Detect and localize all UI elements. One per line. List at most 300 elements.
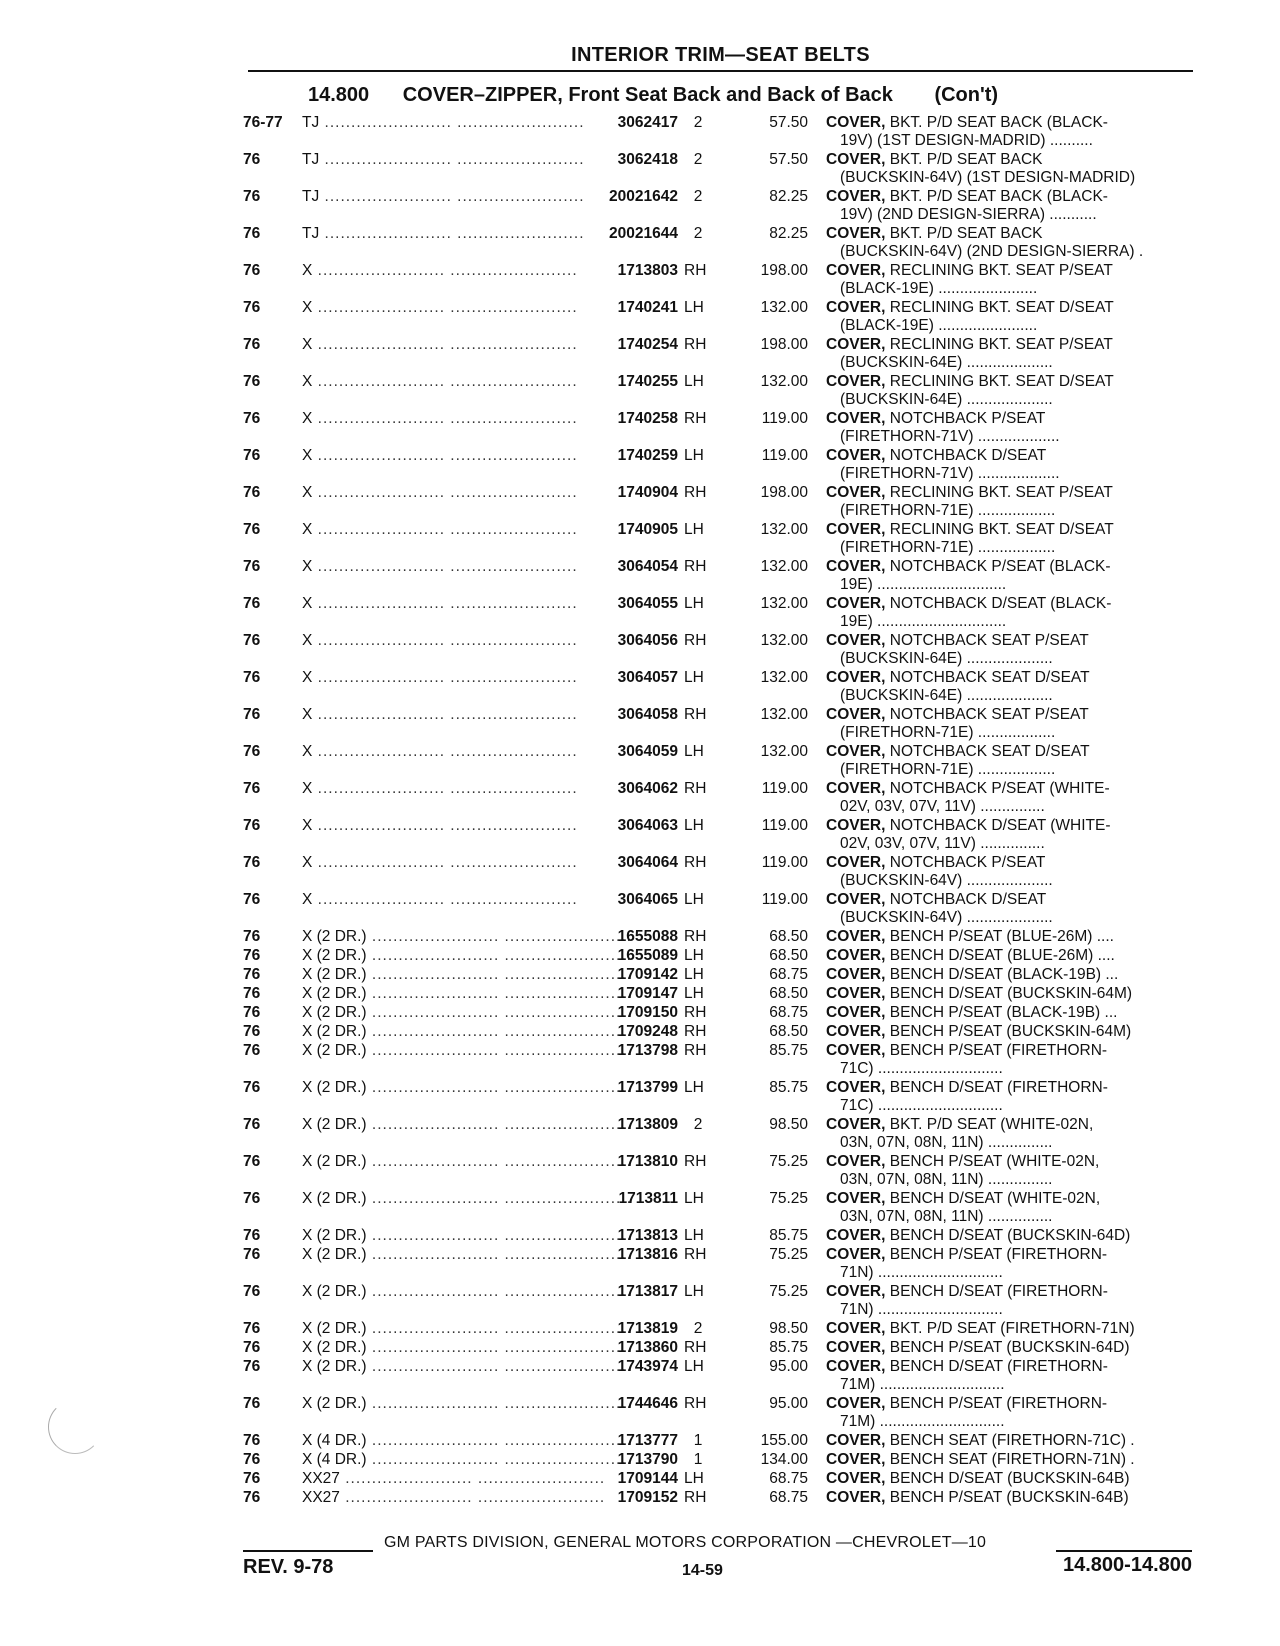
description [826, 299, 1198, 335]
description-text: NOTCHBACK SEAT D/SEAT [889, 669, 1090, 686]
quantity: LH [684, 447, 704, 464]
model-code-text: X (2 DR.) [302, 1116, 367, 1133]
part-number: 1744646 [617, 1395, 678, 1412]
price: 68.75 [769, 966, 808, 983]
model-code-text: X [302, 632, 313, 649]
model-code-text: XX27 [302, 1470, 340, 1487]
model-code [302, 985, 632, 1003]
part-number: 1740241 [617, 299, 678, 316]
description-continuation: 71C) ............................. [840, 1097, 1003, 1114]
part-number: 1740904 [617, 484, 678, 501]
description-text: BENCH D/SEAT (WHITE-02N, [889, 1190, 1101, 1207]
description-text: BENCH D/SEAT (FIRETHORN- [889, 1079, 1108, 1096]
part-number: 1713803 [617, 262, 678, 279]
description-text: BKT. P/D SEAT BACK [889, 225, 1043, 242]
description-continuation: 71N) ............................. [840, 1301, 1003, 1318]
table-row [0, 743, 1280, 780]
model-year: 76 [243, 1042, 261, 1059]
description-keyword: COVER, [826, 1320, 886, 1337]
description [826, 1320, 1198, 1338]
description-keyword: COVER, [826, 743, 886, 760]
quantity: 1 [693, 1451, 703, 1468]
model-code-text: X [302, 410, 313, 427]
quantity: LH [684, 891, 704, 908]
description-keyword: COVER, [826, 521, 886, 538]
price: 119.00 [761, 780, 808, 797]
model-code-text: X (2 DR.) [302, 947, 367, 964]
description [826, 484, 1198, 520]
description-text: BENCH P/SEAT (BUCKSKIN-64B) [889, 1489, 1129, 1506]
price: 57.50 [769, 114, 808, 131]
table-row [0, 521, 1280, 558]
quantity: RH [684, 1395, 707, 1412]
part-number: 1740259 [617, 447, 678, 464]
model-year: 76 [243, 1153, 261, 1170]
description-continuation: (BUCKSKIN-64E) .................... [840, 650, 1053, 667]
model-code-text: X [302, 447, 313, 464]
quantity: RH [684, 1246, 707, 1263]
table-row [0, 1470, 1280, 1489]
description-text: NOTCHBACK P/SEAT [889, 410, 1046, 427]
price: 95.00 [769, 1395, 808, 1412]
description-text: BKT. P/D SEAT BACK (BLACK- [889, 114, 1108, 131]
description [826, 225, 1198, 261]
price: 132.00 [760, 706, 808, 723]
model-year: 76 [243, 1023, 261, 1040]
description-continuation: 19E) .............................. [840, 613, 1007, 630]
table-row [0, 669, 1280, 706]
description-text: BENCH D/SEAT (BUCKSKIN-64D) [889, 1227, 1131, 1244]
description-continuation: (BUCKSKIN-64V) (2ND DESIGN-SIERRA) . [840, 243, 1144, 260]
leader-dots: ........................ ........................ [366, 1227, 632, 1244]
table-row [0, 299, 1280, 336]
model-code [302, 1432, 632, 1450]
model-code [302, 225, 585, 243]
description-keyword: COVER, [826, 484, 886, 501]
description [826, 1190, 1198, 1226]
part-number: 3064055 [617, 595, 678, 612]
price: 75.25 [769, 1190, 808, 1207]
model-code [302, 262, 578, 280]
model-code [302, 928, 632, 946]
part-number: 3064057 [617, 669, 678, 686]
model-code-text: X (2 DR.) [302, 1227, 367, 1244]
description-text: BENCH P/SEAT (FIRETHORN- [889, 1395, 1108, 1412]
model-year: 76 [243, 1451, 261, 1468]
model-year: 76 [243, 188, 261, 205]
model-code-text: X (2 DR.) [302, 1358, 367, 1375]
description-continuation: 03N, 07N, 08N, 11N) ............... [840, 1171, 1053, 1188]
description [826, 558, 1198, 594]
description-text: BKT. P/D SEAT BACK (BLACK- [889, 188, 1108, 205]
model-code-text: TJ [302, 188, 320, 205]
model-code [302, 854, 578, 872]
table-row [0, 947, 1280, 966]
description-keyword: COVER, [826, 928, 886, 945]
description [826, 632, 1198, 668]
description [826, 521, 1198, 557]
model-code-text: X [302, 521, 313, 538]
model-code-text: X [302, 558, 313, 575]
leader-dots: ........................ ........................ [366, 1079, 632, 1096]
margin-punch-mark [48, 1400, 102, 1454]
price: 98.50 [769, 1320, 808, 1337]
quantity: RH [684, 632, 707, 649]
leader-dots: ........................ ........................ [366, 985, 632, 1002]
description-keyword: COVER, [826, 1153, 886, 1170]
quantity: 2 [693, 1320, 703, 1337]
model-code [302, 1283, 632, 1301]
description-text: NOTCHBACK P/SEAT (WHITE- [889, 780, 1110, 797]
description [826, 985, 1198, 1003]
model-code-text: X (2 DR.) [302, 1079, 367, 1096]
description-continuation: (FIRETHORN-71E) .................. [840, 761, 1056, 778]
description-keyword: COVER, [826, 1190, 886, 1207]
leader-dots: ........................ ........................ [366, 1023, 632, 1040]
model-year: 76 [243, 1470, 261, 1487]
quantity: RH [684, 1153, 707, 1170]
description [826, 1339, 1198, 1357]
table-row [0, 558, 1280, 595]
description [826, 1432, 1198, 1450]
model-year: 76 [243, 669, 261, 686]
footer-rule-right [1056, 1550, 1192, 1552]
model-code [302, 1395, 632, 1413]
price: 68.75 [769, 1004, 808, 1021]
model-year: 76 [243, 947, 261, 964]
model-code-text: X (2 DR.) [302, 985, 367, 1002]
table-row [0, 1004, 1280, 1023]
model-year: 76 [243, 1079, 261, 1096]
description-text: BENCH D/SEAT (BUCKSKIN-64B) [889, 1470, 1130, 1487]
price: 132.00 [760, 595, 808, 612]
description-keyword: COVER, [826, 706, 886, 723]
model-year: 76 [243, 521, 261, 538]
model-code-text: X [302, 706, 313, 723]
leader-dots: ........................ ........................ [312, 780, 578, 797]
part-number: 1713810 [617, 1153, 678, 1170]
leader-dots: ........................ ........................ [319, 114, 585, 131]
price: 132.00 [760, 299, 808, 316]
model-code-text: X (2 DR.) [302, 1339, 367, 1356]
model-code-text: X (2 DR.) [302, 1153, 367, 1170]
table-row [0, 225, 1280, 262]
description-continuation: (BUCKSKIN-64V) (1ST DESIGN-MADRID) [840, 169, 1136, 186]
quantity: RH [684, 484, 707, 501]
table-row [0, 706, 1280, 743]
description-keyword: COVER, [826, 373, 886, 390]
table-row [0, 1190, 1280, 1227]
quantity: LH [684, 669, 704, 686]
description-keyword: COVER, [826, 447, 886, 464]
model-code [302, 410, 578, 428]
part-number: 1709147 [617, 985, 678, 1002]
price: 132.00 [760, 521, 808, 538]
description [826, 1004, 1198, 1022]
model-year: 76 [243, 891, 261, 908]
model-code-text: X (2 DR.) [302, 1395, 367, 1412]
model-code-text: X (4 DR.) [302, 1432, 367, 1449]
part-number: 1713790 [617, 1451, 678, 1468]
table-row [0, 1079, 1280, 1116]
description-text: RECLINING BKT. SEAT P/SEAT [889, 484, 1113, 501]
leader-dots: ........................ ........................ [319, 151, 585, 168]
leader-dots: ........................ ........................ [312, 262, 578, 279]
model-year: 76 [243, 966, 261, 983]
part-number: 1713816 [617, 1246, 678, 1263]
part-number: 3064058 [617, 706, 678, 723]
description [826, 966, 1198, 984]
price: 198.00 [760, 262, 808, 279]
price: 95.00 [769, 1358, 808, 1375]
description-keyword: COVER, [826, 1042, 886, 1059]
model-code-text: X [302, 780, 313, 797]
description-text: BENCH SEAT (FIRETHORN-71N) . [889, 1451, 1135, 1468]
part-number: 1740905 [617, 521, 678, 538]
price: 132.00 [760, 669, 808, 686]
model-code-text: X [302, 743, 313, 760]
model-code [302, 521, 578, 539]
table-row [0, 1339, 1280, 1358]
description-keyword: COVER, [826, 1395, 886, 1412]
model-code [302, 1153, 632, 1171]
model-year: 76 [243, 262, 261, 279]
description [826, 891, 1198, 927]
description [826, 1395, 1198, 1431]
model-code-text: TJ [302, 225, 320, 242]
description [826, 336, 1198, 372]
model-year: 76 [243, 632, 261, 649]
price: 132.00 [760, 632, 808, 649]
model-year: 76-77 [243, 114, 283, 131]
price: 82.25 [769, 188, 808, 205]
table-row [0, 1116, 1280, 1153]
leader-dots: ........................ ........................ [366, 1153, 632, 1170]
description [826, 1451, 1198, 1469]
model-year: 76 [243, 1227, 261, 1244]
description [826, 595, 1198, 631]
quantity: LH [684, 947, 704, 964]
description-keyword: COVER, [826, 632, 886, 649]
model-code-text: X [302, 299, 313, 316]
description-keyword: COVER, [826, 1489, 886, 1506]
table-row [0, 188, 1280, 225]
model-year: 76 [243, 373, 261, 390]
description [826, 928, 1198, 946]
description-continuation: 03N, 07N, 08N, 11N) ............... [840, 1208, 1053, 1225]
section-continued: (Con't) [934, 84, 999, 106]
quantity: LH [684, 1190, 704, 1207]
price: 75.25 [769, 1283, 808, 1300]
description-text: BENCH D/SEAT (BLUE-26M) .... [889, 947, 1115, 964]
leader-dots: ........................ ........................ [339, 1489, 606, 1506]
description-text: BKT. P/D SEAT BACK [889, 151, 1043, 168]
price: 82.25 [769, 225, 808, 242]
part-number: 3064062 [617, 780, 678, 797]
quantity: 1 [693, 1432, 703, 1449]
model-code [302, 632, 578, 650]
description-text: BENCH P/SEAT (BLUE-26M) .... [889, 928, 1114, 945]
model-code [302, 891, 578, 909]
table-row [0, 854, 1280, 891]
model-year: 76 [243, 780, 261, 797]
section-heading [308, 84, 998, 107]
model-code-text: X (2 DR.) [302, 1246, 367, 1263]
leader-dots: ........................ ........................ [312, 299, 578, 316]
price: 68.50 [769, 985, 808, 1002]
model-year: 76 [243, 928, 261, 945]
quantity: LH [684, 985, 704, 1002]
description-text: BENCH P/SEAT (BUCKSKIN-64M) [889, 1023, 1132, 1040]
quantity: 2 [693, 151, 703, 168]
description [826, 151, 1198, 187]
part-number: 3062417 [617, 114, 678, 131]
table-row [0, 928, 1280, 947]
description-text: NOTCHBACK SEAT P/SEAT [889, 706, 1089, 723]
model-year: 76 [243, 1283, 261, 1300]
description-continuation: 71C) ............................. [840, 1060, 1003, 1077]
description-text: BENCH D/SEAT (BLACK-19B) ... [889, 966, 1119, 983]
model-year: 76 [243, 854, 261, 871]
quantity: LH [684, 743, 704, 760]
price: 119.00 [761, 447, 808, 464]
leader-dots: ........................ ........................ [366, 1283, 632, 1300]
table-row [0, 1358, 1280, 1395]
price: 134.00 [760, 1451, 808, 1468]
description-keyword: COVER, [826, 817, 886, 834]
section-name: COVER–ZIPPER, Front Seat Back and Back of Back [402, 84, 893, 106]
model-code-text: X (2 DR.) [302, 1004, 367, 1021]
description-keyword: COVER, [826, 1116, 886, 1133]
model-code [302, 1023, 632, 1041]
price: 68.75 [769, 1489, 808, 1506]
leader-dots: ........................ ........................ [366, 928, 632, 945]
description-keyword: COVER, [826, 299, 886, 316]
description [826, 1153, 1198, 1189]
leader-dots: ........................ ........................ [366, 1246, 632, 1263]
description-text: BENCH D/SEAT (BUCKSKIN-64M) [889, 985, 1133, 1002]
part-number: 1713798 [617, 1042, 678, 1059]
description-keyword: COVER, [826, 188, 886, 205]
model-code [302, 558, 578, 576]
model-code [302, 966, 632, 984]
part-number: 1709150 [617, 1004, 678, 1021]
description-keyword: COVER, [826, 114, 886, 131]
description-keyword: COVER, [826, 891, 886, 908]
description-text: BENCH P/SEAT (FIRETHORN- [889, 1042, 1108, 1059]
model-year: 76 [243, 299, 261, 316]
part-number: 20021644 [609, 225, 678, 242]
model-year: 76 [243, 1190, 261, 1207]
description-keyword: COVER, [826, 1451, 886, 1468]
description [826, 1116, 1198, 1152]
quantity: RH [684, 1023, 707, 1040]
price: 119.00 [761, 891, 808, 908]
part-number: 1713799 [617, 1079, 678, 1096]
model-year: 76 [243, 484, 261, 501]
part-number: 3064063 [617, 817, 678, 834]
model-code-text: X (4 DR.) [302, 1451, 367, 1468]
description-keyword: COVER, [826, 780, 886, 797]
model-code [302, 188, 585, 206]
quantity: LH [684, 1079, 704, 1096]
table-row [0, 151, 1280, 188]
description-continuation: 02V, 03V, 07V, 11V) ............... [840, 798, 1045, 815]
description-continuation: (BUCKSKIN-64E) .................... [840, 354, 1053, 371]
model-code-text: X (2 DR.) [302, 1023, 367, 1040]
leader-dots: ........................ ........................ [319, 225, 585, 242]
part-number: 1713813 [617, 1227, 678, 1244]
quantity: RH [684, 1042, 707, 1059]
leader-dots: ........................ ........................ [319, 188, 585, 205]
leader-dots: ........................ ........................ [312, 558, 578, 575]
description [826, 743, 1198, 779]
model-code-text: X [302, 262, 313, 279]
description-text: BENCH P/SEAT (BLACK-19B) ... [889, 1004, 1118, 1021]
description-continuation: (FIRETHORN-71V) ................... [840, 428, 1060, 445]
description-continuation: 71M) ............................. [840, 1413, 1005, 1430]
description-continuation: (FIRETHORN-71E) .................. [840, 502, 1056, 519]
model-year: 76 [243, 151, 261, 168]
description-keyword: COVER, [826, 1079, 886, 1096]
model-code [302, 669, 578, 687]
price: 75.25 [769, 1153, 808, 1170]
leader-dots: ........................ ........................ [366, 966, 632, 983]
description [826, 817, 1198, 853]
model-code-text: TJ [302, 151, 320, 168]
quantity: LH [684, 299, 704, 316]
description-keyword: COVER, [826, 262, 886, 279]
price: 119.00 [761, 410, 808, 427]
quantity: LH [684, 817, 704, 834]
quantity: RH [684, 262, 707, 279]
description-text: NOTCHBACK D/SEAT (WHITE- [889, 817, 1111, 834]
description [826, 669, 1198, 705]
price: 68.50 [769, 947, 808, 964]
model-code-text: XX27 [302, 1489, 340, 1506]
description-keyword: COVER, [826, 336, 886, 353]
leader-dots: ........................ ........................ [366, 1451, 632, 1468]
part-number: 3064065 [617, 891, 678, 908]
table-row [0, 1395, 1280, 1432]
description-text: NOTCHBACK D/SEAT [889, 891, 1047, 908]
model-year: 76 [243, 817, 261, 834]
description [826, 947, 1198, 965]
table-row [0, 1246, 1280, 1283]
leader-dots: ........................ ........................ [312, 817, 578, 834]
model-code-text: X (2 DR.) [302, 1190, 367, 1207]
table-row [0, 1227, 1280, 1246]
model-code-text: X [302, 595, 313, 612]
description-keyword: COVER, [826, 151, 886, 168]
table-row [0, 262, 1280, 299]
description-text: BENCH SEAT (FIRETHORN-71C) . [889, 1432, 1135, 1449]
price: 85.75 [769, 1079, 808, 1096]
description [826, 706, 1198, 742]
model-code [302, 1042, 632, 1060]
model-code [302, 1227, 632, 1245]
price: 155.00 [760, 1432, 808, 1449]
quantity: RH [684, 336, 707, 353]
part-number: 3064059 [617, 743, 678, 760]
description-keyword: COVER, [826, 410, 886, 427]
quantity: LH [684, 521, 704, 538]
model-code-text: X [302, 891, 313, 908]
description-continuation: (BUCKSKIN-64V) .................... [840, 872, 1053, 889]
leader-dots: ........................ ........................ [339, 1470, 606, 1487]
description-text: RECLINING BKT. SEAT D/SEAT [889, 521, 1114, 538]
quantity: RH [684, 1004, 707, 1021]
